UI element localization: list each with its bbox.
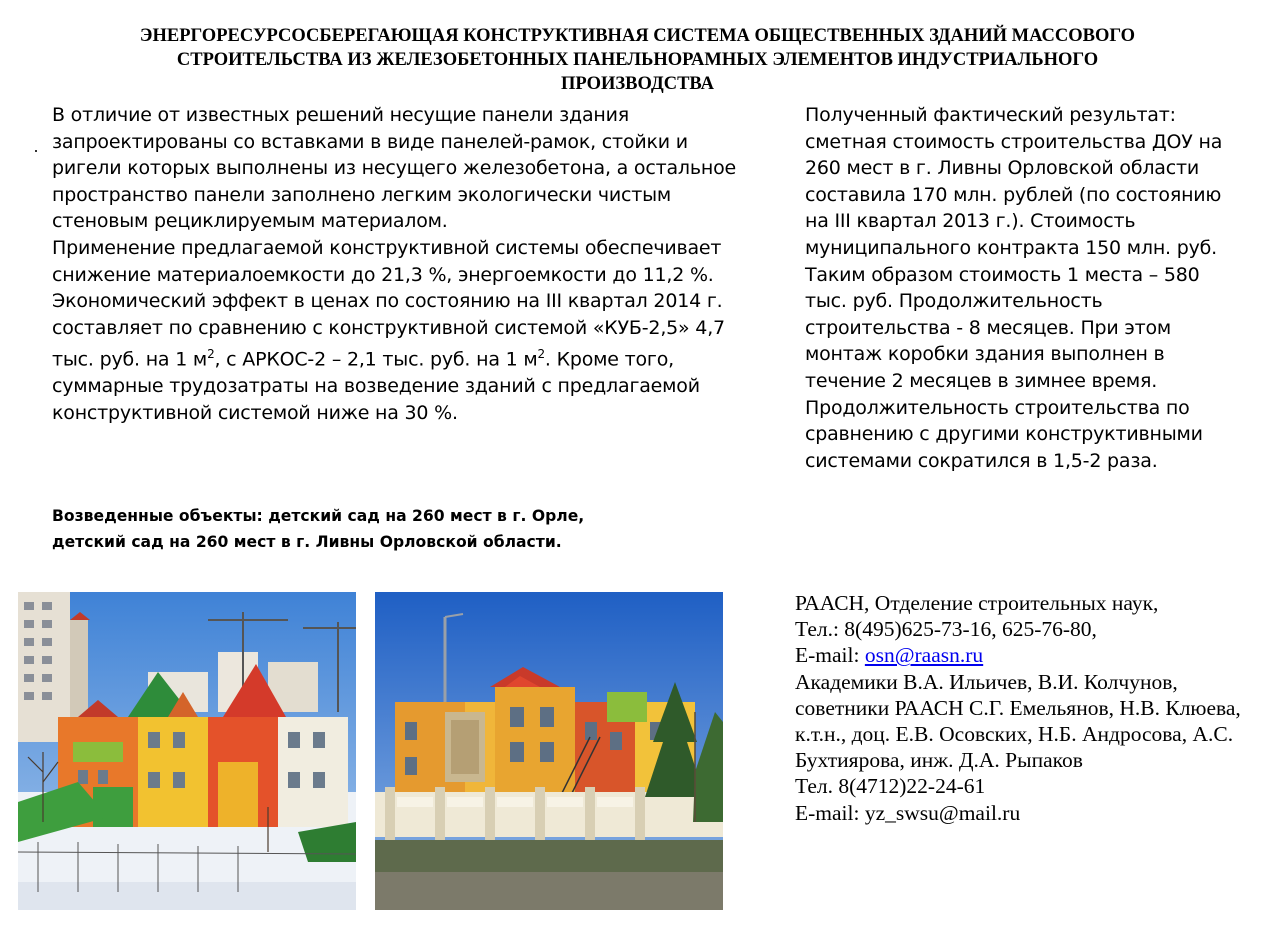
title-line-2: СТРОИТЕЛЬСТВА ИЗ ЖЕЛЕЗОБЕТОННЫХ ПАНЕЛЬНОРАМНЫХ ЭЛЕМЕНТОВ ИНДУСТРИАЛЬНОГО (176, 50, 1099, 70)
kindergarten-livny-photo (375, 592, 723, 910)
contact-email-2: E-mail: yz_swsu@mail.ru (795, 800, 1021, 825)
right-paragraph: Полученный фактический результат: сметная стоимость строительства ДОУ на 260 мест в г. Ливны Орловской области составила 170 млн. рублей (по состоянию на III квартал 2013 г.). Стоимость муниципального контракта 150 млн. руб. Таким образом стоимость 1 места – 580 тыс. руб. Продолжительность строительства - 8 месяцев. При этом монтаж коробки здания выполнен в течение 2 месяцев в зимнее время. Продолжительность строительства по сравнению с другими конструктивными системами сократился в 1,5-2 раза. (805, 104, 1223, 472)
kindergarten-orel-photo (18, 592, 356, 910)
built-line-2: детский сад на 260 мест в г. Ливны Орловской области. (52, 533, 562, 551)
left-paragraph-2-c: . Кроме того, суммарные трудозатраты на возведение зданий с предлагаемой конструктивной системой ниже на 30 %. (52, 348, 700, 424)
stray-dot (35, 150, 37, 152)
contact-email-label: E-mail: (795, 643, 865, 668)
title-line-3: ПРОИЗВОДСТВА (561, 74, 714, 94)
contact-block (795, 590, 1245, 826)
superscript-2: 2 (537, 347, 545, 362)
contact-email (795, 642, 1245, 668)
contact-phone: Тел.: 8(495)625-73-16, 625-76-80, (795, 617, 1097, 642)
left-text-block (52, 102, 752, 426)
title-line-1: ЭНЕРГОРЕСУРСОСБЕРЕГАЮЩАЯ КОНСТРУКТИВНАЯ СИСТЕМА ОБЩЕСТВЕННЫХ ЗДАНИЙ МАССОВОГО (139, 26, 1136, 46)
right-text-block (805, 102, 1245, 474)
left-paragraph-1: В отличие от известных решений несущие панели здания запроектированы со вставками в виде панелей-рамок, стойки и ригели которых выполнены из несущего железобетона, а остальное пространство панели заполнено легким экологически чистым стеновым рециклируемым материалом. (52, 104, 736, 233)
contact-org: РААСН, Отделение строительных наук, (795, 591, 1159, 615)
left-paragraph-2-b: , с АРКОС-2 – 2,1 тыс. руб. на 1 м (214, 348, 538, 371)
contact-authors: Академики В.А. Ильичев, В.И. Колчунов, советники РААСН С.Г. Емельянов, Н.В. Клюева, к.т.н., доц. Е.В. Осовских, Н.Б. Андросова, А.С. Бухтиярова, инж. Д.А. Рыпаков (795, 669, 1241, 773)
contact-email-link[interactable]: osn@raasn.ru (864, 643, 984, 668)
superscript-1: 2 (207, 347, 215, 362)
left-paragraph-2-a: Применение предлагаемой конструктивной системы обеспечивает снижение материалоемкости до 21,3 %, энергоемкости до 11,2 %. Экономический эффект в ценах по состоянию на III квартал 2014 г. составляет по сравнению с конструктивной системой «КУБ-2,5» 4,7 тыс. руб. на 1 м (52, 236, 725, 371)
built-objects (52, 503, 672, 555)
page-title (40, 24, 1235, 96)
left-paragraph-2 (52, 235, 752, 426)
contact-phone-2: Тел. 8(4712)22-24-61 (795, 774, 986, 799)
built-line-1: Возведенные объекты: детский сад на 260 мест в г. Орле, (52, 507, 585, 525)
